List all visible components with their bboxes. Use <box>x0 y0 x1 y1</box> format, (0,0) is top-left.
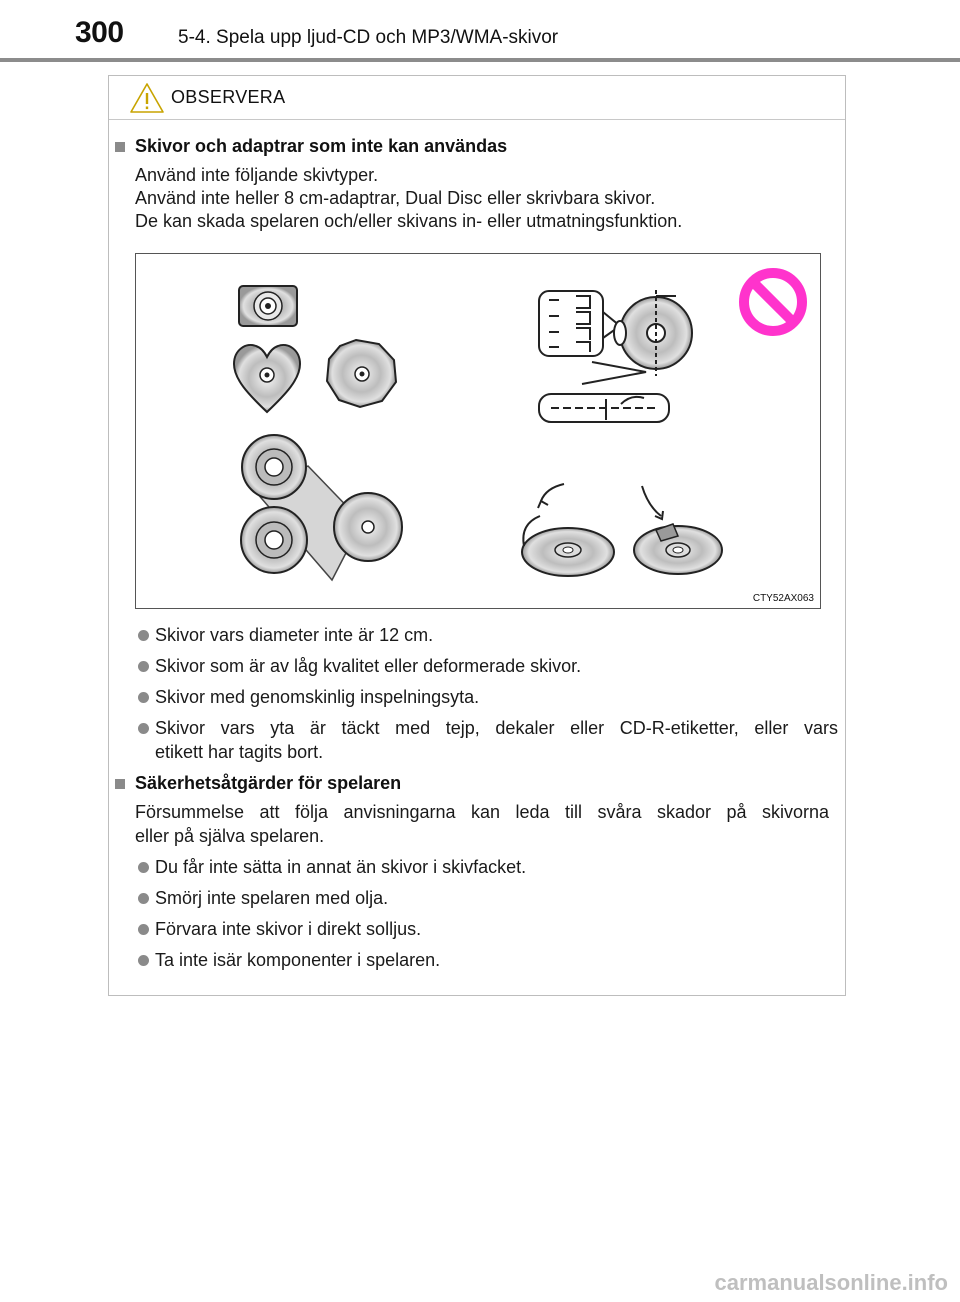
peeling-label-disc <box>522 484 614 576</box>
paragraph-line: Använd inte följande skivtyper. <box>135 165 379 185</box>
section-title: 5-4. Spela upp ljud-CD och MP3/WMA-skivor <box>178 27 559 48</box>
bullet-item: Skivor med genomskinlig inspelningsyta. <box>155 687 480 707</box>
bullet-item: Skivor som är av låg kvalitet eller deformerade skivor. <box>155 656 582 676</box>
card-shaped-disc <box>239 286 297 326</box>
taped-disc <box>634 486 722 574</box>
notice-header <box>109 76 845 120</box>
bullet-item: Smörj inte spelaren med olja. <box>155 888 389 908</box>
bullet-item: Du får inte sätta in annat än skivor i skivfacket. <box>155 857 527 877</box>
disc-illustration <box>135 253 821 609</box>
bullet-dot-icon <box>138 723 149 734</box>
prohibited-icon <box>744 273 802 331</box>
bullet-item: Förvara inte skivor i direkt solljus. <box>155 919 422 939</box>
bullet-dot-icon <box>138 924 149 935</box>
square-bullet-icon <box>115 142 125 152</box>
deformed-disc-diagram <box>539 290 692 422</box>
paragraph-line: De kan skada spelaren och/eller skivans in- eller utmatningsfunktion. <box>135 211 683 231</box>
bullet-dot-icon <box>138 630 149 641</box>
page-header <box>0 0 960 60</box>
bullet-dot-icon <box>138 893 149 904</box>
disc-illustration-drawing <box>136 254 822 610</box>
warning-icon <box>129 82 165 114</box>
octagonal-disc <box>327 340 396 407</box>
square-bullet-icon <box>115 779 125 789</box>
paragraph-line: Försummelse att följa anvisningarna kan leda till svåra skador på skivorna <box>135 802 829 822</box>
adapter-disc-group <box>241 435 402 580</box>
page-number: 300 <box>75 16 124 49</box>
bullet-item: Ta inte isär komponenter i spelaren. <box>155 950 441 970</box>
watermark: carmanualsonline.info <box>714 1270 948 1295</box>
paragraph-line: eller på själva spelaren. <box>135 826 325 846</box>
figure-code: CTY52AX063 <box>752 593 814 604</box>
bullet-item: Skivor vars diameter inte är 12 cm. <box>155 625 434 645</box>
bullet-dot-icon <box>138 862 149 873</box>
paragraph-line: Använd inte heller 8 cm-adaptrar, Dual Disc eller skrivbara skivor. <box>135 188 656 208</box>
bullet-item-continuation: etikett har tagits bort. <box>155 742 324 762</box>
bullet-dot-icon <box>138 955 149 966</box>
bullet-item: Skivor vars yta är täckt med tejp, dekaler eller CD-R-etiketter, eller vars <box>155 718 838 738</box>
heart-shaped-disc <box>234 345 300 412</box>
bullet-dot-icon <box>138 692 149 703</box>
section-heading-unusable-discs: Skivor och adaptrar som inte kan användas <box>135 136 508 156</box>
notice-title: OBSERVERA <box>171 87 286 107</box>
bullet-dot-icon <box>138 661 149 672</box>
section-heading-player-safety: Säkerhetsåtgärder för spelaren <box>135 773 402 793</box>
header-rule <box>0 58 960 62</box>
